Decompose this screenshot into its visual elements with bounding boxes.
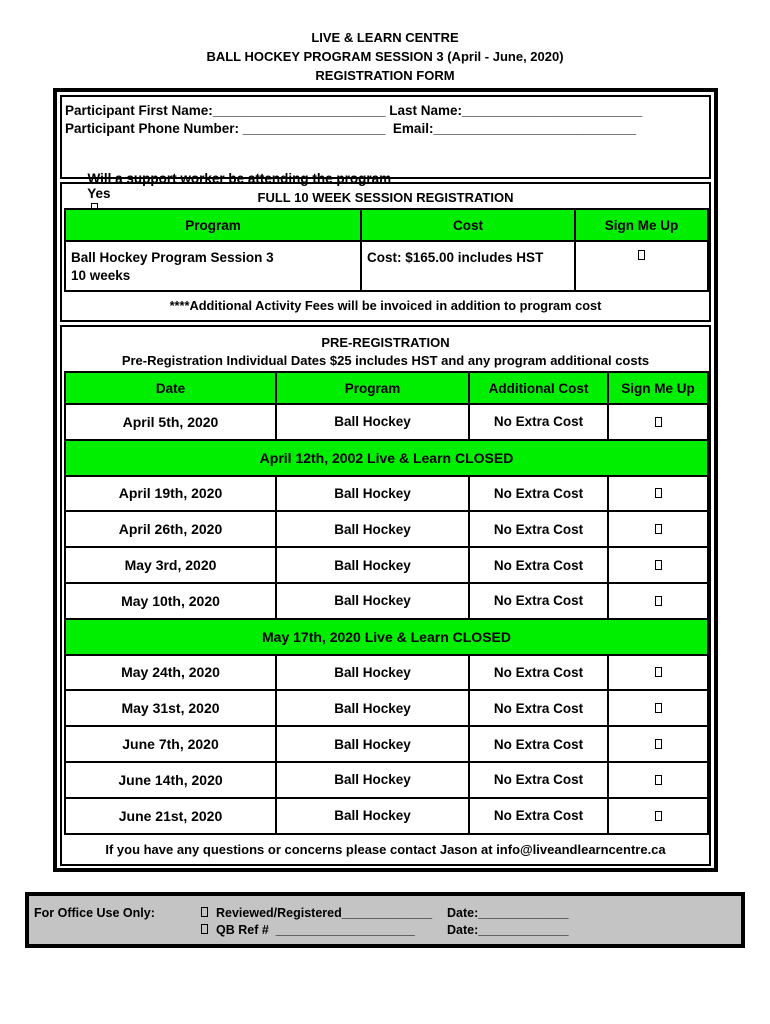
full-session-header-signup: Sign Me Up [574,208,709,242]
pre-signup-cell [607,510,709,548]
form-org-title: LIVE & LEARN CENTRE [311,30,459,45]
pre-program-cell: Ball Hockey [275,725,470,763]
pre-signup-checkbox[interactable] [655,775,662,785]
office-date-field-2[interactable]: Date:_____________ [447,923,569,937]
pre-cost-cell: No Extra Cost [468,510,609,548]
form-program-title: BALL HOCKEY PROGRAM SESSION 3 (April - June, 2020) [206,49,564,64]
pre-signup-cell [607,582,709,620]
pre-registration-subtitle: Pre-Registration Individual Dates $25 includes HST and any program additional costs [121,353,650,368]
pre-signup-checkbox[interactable] [655,703,662,713]
full-session-program-cell [64,240,362,292]
pre-date-cell: May 3rd, 2020 [64,546,277,584]
registration-form [53,88,718,872]
pre-signup-checkbox[interactable] [655,560,662,570]
pre-signup-cell [607,475,709,513]
pre-signup-checkbox[interactable] [655,417,662,427]
full-session-section [60,182,711,322]
pre-signup-cell [607,761,709,799]
pre-signup-checkbox[interactable] [655,488,662,498]
pre-program-cell: Ball Hockey [275,510,470,548]
pre-signup-cell [607,689,709,727]
pre-program-cell: Ball Hockey [275,761,470,799]
pre-date-cell: May 31st, 2020 [64,689,277,727]
full-session-note: ****Additional Activity Fees will be invoiced in addition to program cost [169,298,602,313]
pre-signup-checkbox[interactable] [655,739,662,749]
pre-cost-cell: No Extra Cost [468,582,609,620]
pre-program-cell: Ball Hockey [275,654,470,692]
office-qb-checkbox[interactable] [201,924,208,934]
pre-program-cell: Ball Hockey [275,797,470,835]
pre-header-signup: Sign Me Up [607,371,709,405]
pre-date-cell: June 14th, 2020 [64,761,277,799]
pre-signup-cell [607,403,709,441]
pre-cost-cell: No Extra Cost [468,654,609,692]
contact-note: If you have any questions or concerns please contact Jason at info@liveandlearncentre.ca [105,842,666,857]
full-session-header-program: Program [64,208,362,242]
office-use-label: For Office Use Only: [34,906,155,920]
form-title: REGISTRATION FORM [315,68,455,83]
pre-signup-checkbox[interactable] [655,596,662,606]
pre-header-date: Date [64,371,277,405]
full-session-header-cost: Cost [360,208,576,242]
pre-cost-cell: No Extra Cost [468,797,609,835]
office-reviewed-checkbox[interactable] [201,907,208,917]
full-session-signup-checkbox[interactable] [638,250,645,260]
pre-closed-row: May 17th, 2020 Live & Learn CLOSED [64,618,709,656]
pre-signup-cell [607,797,709,835]
pre-date-cell: April 26th, 2020 [64,510,277,548]
support-yes-label: Yes [87,186,111,201]
pre-program-cell: Ball Hockey [275,475,470,513]
pre-registration-title: PRE-REGISTRATION [321,335,450,350]
pre-date-cell: May 10th, 2020 [64,582,277,620]
pre-program-cell: Ball Hockey [275,546,470,584]
full-session-program-duration: 10 weeks [71,268,131,283]
office-use-box [25,892,745,948]
pre-program-cell: Ball Hockey [275,582,470,620]
pre-date-cell: April 19th, 2020 [64,475,277,513]
pre-cost-cell: No Extra Cost [468,689,609,727]
pre-cost-cell: No Extra Cost [468,725,609,763]
pre-cost-cell: No Extra Cost [468,403,609,441]
pre-date-cell: June 21st, 2020 [64,797,277,835]
full-session-cost-cell: Cost: $165.00 includes HST [360,240,576,292]
pre-signup-cell [607,654,709,692]
participant-name-field[interactable]: Participant First Name:_______________________ Last Name:________________________ [65,103,643,118]
office-qb-field[interactable]: QB Ref # ____________________ [216,923,415,937]
pre-signup-cell [607,546,709,584]
pre-registration-section [60,325,711,866]
support-worker-label: Will a support worker be attending the program [87,171,392,186]
pre-program-cell: Ball Hockey [275,403,470,441]
pre-cost-cell: No Extra Cost [468,546,609,584]
office-date-field-1[interactable]: Date:_____________ [447,906,569,920]
pre-closed-row: April 12th, 2002 Live & Learn CLOSED [64,439,709,477]
pre-signup-checkbox[interactable] [655,524,662,534]
full-session-signup-cell [574,240,709,292]
participant-contact-field[interactable]: Participant Phone Number: ___________________ Email:___________________________ [65,121,637,136]
pre-date-cell: June 7th, 2020 [64,725,277,763]
pre-program-cell: Ball Hockey [275,689,470,727]
pre-cost-cell: No Extra Cost [468,475,609,513]
office-reviewed-field[interactable]: Reviewed/Registered_____________ [216,906,433,920]
pre-signup-checkbox[interactable] [655,667,662,677]
full-session-title: FULL 10 WEEK SESSION REGISTRATION [257,190,514,205]
pre-date-cell: April 5th, 2020 [64,403,277,441]
full-session-program-name: Ball Hockey Program Session 3 [71,250,274,265]
pre-signup-checkbox[interactable] [655,811,662,821]
pre-header-additional-cost: Additional Cost [468,371,609,405]
pre-cost-cell: No Extra Cost [468,761,609,799]
pre-signup-cell [607,725,709,763]
pre-header-program: Program [275,371,470,405]
pre-date-cell: May 24th, 2020 [64,654,277,692]
